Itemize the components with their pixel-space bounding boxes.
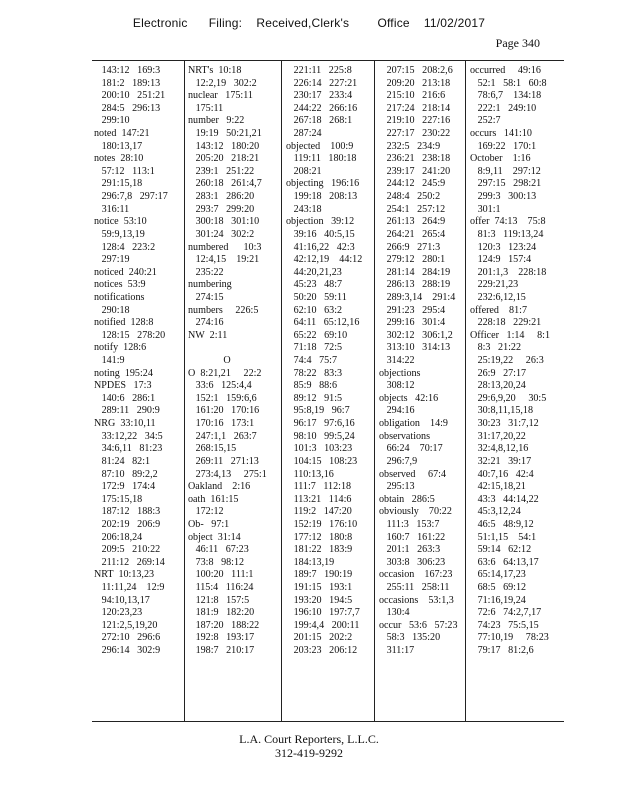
index-entry: 124:9 157:4 <box>470 254 532 266</box>
index-entry: nuclear 175:11 <box>188 90 253 102</box>
index-entry: objects 42:16 <box>379 392 439 404</box>
index-entry: 34:6,11 81:23 <box>94 443 163 455</box>
index-entry: objecting 196:16 <box>286 178 360 190</box>
index-entry: 211:12 269:14 <box>94 556 165 568</box>
index-entry: 73:8 98:12 <box>188 556 245 568</box>
index-entry: NW 2:11 <box>188 329 228 341</box>
index-entry: 172:12 <box>188 506 224 518</box>
index-entry: 59:14 62:12 <box>470 544 532 556</box>
index-entry: 187:20 188:22 <box>188 619 260 631</box>
index-frame <box>92 60 564 722</box>
index-entry: 26:9 27:17 <box>470 367 527 379</box>
index-entry: 30:8,11,15,18 <box>470 405 533 417</box>
index-entry: 12:4,15 19:21 <box>188 254 260 266</box>
index-entry: 201:15 202:2 <box>286 632 353 644</box>
index-entry: 286:13 288:19 <box>379 279 451 291</box>
index-entry: 45:3,12,24 <box>470 506 521 518</box>
index-entry: NRT 10:13,23 <box>94 569 155 581</box>
index-entry: 235:22 <box>188 266 224 278</box>
index-entry: 110:13,16 <box>286 468 334 480</box>
index-entry: objected 100:9 <box>286 140 354 152</box>
index-entry: 29:6,9,20 30:5 <box>470 392 547 404</box>
index-entry: 33:6 125:4,4 <box>188 380 252 392</box>
index-entry: 42:15,18,21 <box>470 481 526 493</box>
index-entry: occurred 49:16 <box>470 65 541 76</box>
index-entry: 62:10 63:2 <box>286 304 343 316</box>
index-entry: 295:13 <box>379 481 415 493</box>
index-entry: 43:3 44:14,22 <box>470 493 539 505</box>
index-entry: 59:9,13,19 <box>94 228 145 240</box>
index-entry: 187:12 188:3 <box>94 506 161 518</box>
index-entry: 50:20 59:11 <box>286 291 347 303</box>
column-divider-4 <box>465 60 466 722</box>
index-entry: 260:18 261:4,7 <box>188 178 262 190</box>
index-entry: 227:17 230:22 <box>379 128 451 140</box>
index-entry: 65:14,17,23 <box>470 569 526 581</box>
index-entry: 181:9 182:20 <box>188 607 255 619</box>
index-entry: 100:20 111:1 <box>188 569 254 581</box>
index-entry: 290:18 <box>94 304 130 316</box>
index-entry: 28:13,20,24 <box>470 380 526 392</box>
index-entry: notifications <box>94 291 145 303</box>
frame-bottom-rule <box>92 721 564 722</box>
index-entry: 189:7 190:19 <box>286 569 353 581</box>
index-entry: 184:13,19 <box>286 556 335 568</box>
index-entry: 299:3 300:13 <box>470 191 537 203</box>
index-entry: 33:12,22 34:5 <box>94 430 163 442</box>
index-entry: 252:7 <box>470 115 501 127</box>
index-entry: 299:10 <box>94 115 130 127</box>
index-entry: obtain 286:5 <box>379 493 435 505</box>
index-entry: 95:8,19 96:7 <box>286 405 350 417</box>
index-entry: 175:11 <box>188 102 224 114</box>
index-entry: 161:20 170:16 <box>188 405 260 417</box>
index-entry: 181:22 183:9 <box>286 544 353 556</box>
index-entry: 74:4 75:7 <box>286 355 338 367</box>
index-entry: 89:12 91:5 <box>286 392 343 404</box>
index-entry: 71:18 72:5 <box>286 342 343 354</box>
index-entry: 291:15,18 <box>94 178 143 190</box>
index-entry: occasions 53:1,3 <box>379 594 454 606</box>
index-entry: 254:1 257:12 <box>379 203 446 215</box>
index-entry: 199:18 208:13 <box>286 191 358 203</box>
index-entry: 255:11 258:11 <box>379 581 450 593</box>
index-entry: 40:7,16 42:4 <box>470 468 534 480</box>
index-entry: O <box>188 355 231 367</box>
index-entry: 243:18 <box>286 203 322 215</box>
index-entry: 111:7 112:18 <box>286 481 352 493</box>
index-entry: 121:2,5,19,20 <box>94 619 158 631</box>
index-entry: 202:19 206:9 <box>94 518 161 530</box>
index-entry: Oakland 2:16 <box>188 481 251 493</box>
column-divider-3 <box>374 60 375 722</box>
index-entry: 78:6,7 134:18 <box>470 90 542 102</box>
index-entry: 74:23 75:5,15 <box>470 619 539 631</box>
index-entry: 177:12 180:8 <box>286 531 353 543</box>
index-entry: 52:1 58:1 60:8 <box>470 77 547 89</box>
index-column-2 <box>188 65 267 658</box>
index-entry: numbering <box>188 279 232 291</box>
index-entry: 81:24 82:1 <box>94 455 151 467</box>
index-entry: 120:3 123:24 <box>470 241 537 253</box>
index-entry: 267:18 268:1 <box>286 115 353 127</box>
index-entry: 287:24 <box>286 128 322 140</box>
index-entry: 94:10,13,17 <box>94 594 150 606</box>
index-entry: notes 28:10 <box>94 153 144 165</box>
index-entry: 266:9 271:3 <box>379 241 441 253</box>
index-entry: NPDES 17:3 <box>94 380 152 392</box>
reporter-company: L.A. Court Reporters, L.L.C. <box>239 732 379 746</box>
index-entry: offered 81:7 <box>470 304 527 316</box>
index-entry: 130:4 <box>379 607 410 619</box>
index-entry: object 31:14 <box>188 531 241 543</box>
index-entry: observations <box>379 430 431 442</box>
index-entry: 198:7 210:17 <box>188 645 255 657</box>
index-entry: 299:16 301:4 <box>379 317 446 329</box>
index-entry: 44:20,21,23 <box>286 266 342 278</box>
index-entry: 115:4 116:24 <box>188 581 254 593</box>
index-entry: NRT's 10:18 <box>188 65 242 76</box>
index-entry: 229:21,23 <box>470 279 519 291</box>
index-entry: Officer 1:14 8:1 <box>470 329 550 341</box>
index-entry: 152:1 159:6,6 <box>188 392 257 404</box>
index-entry: 104:15 108:23 <box>286 455 358 467</box>
index-entry: 170:16 173:1 <box>188 418 255 430</box>
index-entry: occasion 167:23 <box>379 569 453 581</box>
index-entry: 206:18,24 <box>94 531 143 543</box>
index-entry: 63:6 64:13,17 <box>470 556 539 568</box>
index-entry: O 8:21,21 22:2 <box>188 367 262 379</box>
index-entry: 239:1 251:22 <box>188 165 255 177</box>
index-entry: 201:1,3 228:18 <box>470 266 547 278</box>
index-entry: 78:22 83:3 <box>286 367 343 379</box>
index-entry: 200:10 251:21 <box>94 90 166 102</box>
index-entry: 268:15,15 <box>188 443 237 455</box>
index-entry: 180:13,17 <box>94 140 143 152</box>
index-entry: 71:16,19,24 <box>470 594 526 606</box>
index-entry: 281:14 284:19 <box>379 266 451 278</box>
index-entry: 205:20 218:21 <box>188 153 260 165</box>
index-entry: occurs 141:10 <box>470 128 532 140</box>
index-entry: 101:3 103:23 <box>286 443 353 455</box>
index-column-1 <box>94 65 168 658</box>
index-entry: 19:19 50:21,21 <box>188 128 262 140</box>
index-entry: 297:15 298:21 <box>470 178 542 190</box>
index-entry: 30:23 31:7,12 <box>470 418 539 430</box>
index-entry: 209:5 210:22 <box>94 544 161 556</box>
index-entry: 77:10,19 78:23 <box>470 632 549 644</box>
index-entry: oath 161:15 <box>188 493 239 505</box>
index-entry: 261:13 264:9 <box>379 216 446 228</box>
index-entry: 296:14 302:9 <box>94 645 161 657</box>
index-entry: 232:5 234:9 <box>379 140 441 152</box>
index-entry: 172:9 174:4 <box>94 481 156 493</box>
index-entry: 192:8 193:17 <box>188 632 255 644</box>
index-entry: 302:12 306:1,2 <box>379 329 453 341</box>
index-entry: 272:10 296:6 <box>94 632 161 644</box>
index-entry: 85:9 88:6 <box>286 380 338 392</box>
index-entry: 181:2 189:13 <box>94 77 161 89</box>
index-entry: 160:7 161:22 <box>379 531 446 543</box>
index-entry: notices 53:9 <box>94 279 146 291</box>
index-entry: 284:5 296:13 <box>94 102 161 114</box>
index-entry: 247:1,1 263:7 <box>188 430 257 442</box>
index-entry: occur 53:6 57:23 <box>379 619 458 631</box>
index-entry: 273:4,13 275:1 <box>188 468 267 480</box>
index-entry: 308:12 <box>379 380 415 392</box>
index-entry: 87:10 89:2,2 <box>94 468 158 480</box>
index-entry: 316:11 <box>94 203 130 215</box>
index-entry: 121:8 157:5 <box>188 594 250 606</box>
index-entry: 46:11 67:23 <box>188 544 249 556</box>
index-entry: 279:12 280:1 <box>379 254 446 266</box>
index-entry: 294:16 <box>379 405 415 417</box>
index-entry: 39:16 40:5,15 <box>286 228 355 240</box>
index-entry: notified 128:8 <box>94 317 154 329</box>
index-entry: 119:2 147:20 <box>286 506 352 518</box>
index-entry: obviously 70:22 <box>379 506 452 518</box>
index-entry: 232:6,12,15 <box>470 291 526 303</box>
index-entry: 140:6 286:1 <box>94 392 156 404</box>
index-column-5 <box>470 65 550 658</box>
index-entry: number 9:22 <box>188 115 245 127</box>
index-entry: 72:6 74:2,7,17 <box>470 607 542 619</box>
footer <box>0 732 618 760</box>
index-entry: 111:3 153:7 <box>379 518 440 530</box>
index-entry: 143:12 169:3 <box>94 65 161 76</box>
index-entry: numbers 226:5 <box>188 304 259 316</box>
index-column-3 <box>286 65 362 658</box>
index-entry: 58:3 135:20 <box>379 632 441 644</box>
index-entry: 113:21 114:6 <box>286 493 352 505</box>
index-entry: 301:24 302:2 <box>188 228 255 240</box>
index-entry: 203:23 206:12 <box>286 645 358 657</box>
index-entry: 283:1 286:20 <box>188 191 255 203</box>
index-entry: 215:10 216:6 <box>379 90 446 102</box>
index-entry: 152:19 176:10 <box>286 518 358 530</box>
index-entry: noting 195:24 <box>94 367 153 379</box>
index-entry: 239:17 241:20 <box>379 165 451 177</box>
page-number: Page 340 <box>495 36 540 50</box>
index-entry: October 1:16 <box>470 153 531 165</box>
index-entry: 289:11 290:9 <box>94 405 160 417</box>
index-entry: 297:19 <box>94 254 130 266</box>
index-entry: 289:3,14 291:4 <box>379 291 456 303</box>
index-entry: 45:23 48:7 <box>286 279 343 291</box>
index-entry: NRG 33:10,11 <box>94 418 156 430</box>
index-entry: 228:18 229:21 <box>470 317 542 329</box>
index-entry: 207:15 208:2,6 <box>379 65 453 76</box>
index-entry: 96:17 97:6,16 <box>286 418 355 430</box>
index-entry: 57:12 113:1 <box>94 165 155 177</box>
index-entry: 293:7 299:20 <box>188 203 255 215</box>
index-entry: 274:16 <box>188 317 224 329</box>
index-entry: 128:4 223:2 <box>94 241 156 253</box>
index-entry: 143:12 180:20 <box>188 140 260 152</box>
index-entry: 296:7,9 <box>379 455 418 467</box>
index-column-4 <box>379 65 458 658</box>
index-entry: 11:11,24 12:9 <box>94 581 165 593</box>
index-entry: 311:17 <box>379 645 415 657</box>
index-entry: 175:15,18 <box>94 493 143 505</box>
filing-stamp: Electronic Filing: Received,Clerk's Office 11/02/2017 <box>132 16 486 30</box>
index-entry: 141:9 <box>94 355 125 367</box>
index-entry: 244:22 266:16 <box>286 102 358 114</box>
index-entry <box>188 342 267 355</box>
index-entry: 244:12 245:9 <box>379 178 446 190</box>
index-entry: 196:10 197:7,7 <box>286 607 360 619</box>
index-entry: 81:3 119:13,24 <box>470 228 544 240</box>
index-entry: 191:15 193:1 <box>286 581 353 593</box>
index-entry: 65:22 69:10 <box>286 329 348 341</box>
index-entry: 300:18 301:10 <box>188 216 260 228</box>
index-entry: 68:5 69:12 <box>470 581 527 593</box>
index-entry: 169:22 170:1 <box>470 140 537 152</box>
index-entry: notice 53:10 <box>94 216 147 228</box>
index-entry: 217:24 218:14 <box>379 102 451 114</box>
index-entry: 199:4,4 200:11 <box>286 619 360 631</box>
index-entry: obligation 14:9 <box>379 418 448 430</box>
index-entry: 66:24 70:17 <box>379 443 443 455</box>
index-entry: 264:21 265:4 <box>379 228 446 240</box>
index-entry: 31:17,20,22 <box>470 430 526 442</box>
index-entry: 226:14 227:21 <box>286 77 358 89</box>
index-entry: 41:16,22 42:3 <box>286 241 355 253</box>
index-entry: notify 128:6 <box>94 342 147 354</box>
index-entry: 313:10 314:13 <box>379 342 451 354</box>
index-entry: 8:3 21:22 <box>470 342 522 354</box>
index-entry: 314:22 <box>379 355 415 367</box>
index-entry: 236:21 238:18 <box>379 153 451 165</box>
index-entry: noted 147:21 <box>94 128 150 140</box>
index-entry: observed 67:4 <box>379 468 446 480</box>
index-entry: objection 39:12 <box>286 216 355 228</box>
index-entry: 32:21 39:17 <box>470 455 532 467</box>
index-entry: objections <box>379 367 421 379</box>
index-entry: 8:9,11 297:12 <box>470 165 541 177</box>
index-entry: 32:4,8,12,16 <box>470 443 529 455</box>
index-entry: 119:11 180:18 <box>286 153 357 165</box>
index-entry: 303:8 306:23 <box>379 556 446 568</box>
index-entry: 46:5 48:9,12 <box>470 518 534 530</box>
index-entry: 274:15 <box>188 291 224 303</box>
index-entry: offer 74:13 75:8 <box>470 216 546 228</box>
index-entry: 64:11 65:12,16 <box>286 317 360 329</box>
index-entry: 301:1 <box>470 203 501 215</box>
index-entry: 222:1 249:10 <box>470 102 537 114</box>
index-entry: 128:15 278:20 <box>94 329 166 341</box>
index-entry: 291:23 295:4 <box>379 304 446 316</box>
index-entry: 230:17 233:4 <box>286 90 353 102</box>
index-entry: 193:20 194:5 <box>286 594 353 606</box>
index-entry: Ob- 97:1 <box>188 518 230 530</box>
index-entry: 42:12,19 44:12 <box>286 254 363 266</box>
index-entry: 208:21 <box>286 165 322 177</box>
index-entry: numbered 10:3 <box>188 241 262 253</box>
index-entry: 296:7,8 297:17 <box>94 191 168 203</box>
column-divider-1 <box>184 60 185 722</box>
frame-top-rule <box>92 60 564 61</box>
index-entry: 209:20 213:18 <box>379 77 451 89</box>
index-entry: 12:2,19 302:2 <box>188 77 257 89</box>
index-entry: 219:10 227:16 <box>379 115 451 127</box>
index-entry: 221:11 225:8 <box>286 65 352 76</box>
index-entry: 25:19,22 26:3 <box>470 355 544 367</box>
index-entry: 98:10 99:5,24 <box>286 430 355 442</box>
index-entry: 201:1 263:3 <box>379 544 441 556</box>
index-entry: 120:23,23 <box>94 607 143 619</box>
index-entry: noticed 240:21 <box>94 266 157 278</box>
reporter-phone: 312-419-9292 <box>275 746 343 760</box>
index-entry: 269:11 271:13 <box>188 455 259 467</box>
index-entry: 51:1,15 54:1 <box>470 531 537 543</box>
index-entry: 79:17 81:2,6 <box>470 645 534 657</box>
index-entry: 248:4 250:2 <box>379 191 441 203</box>
column-divider-2 <box>281 60 282 722</box>
